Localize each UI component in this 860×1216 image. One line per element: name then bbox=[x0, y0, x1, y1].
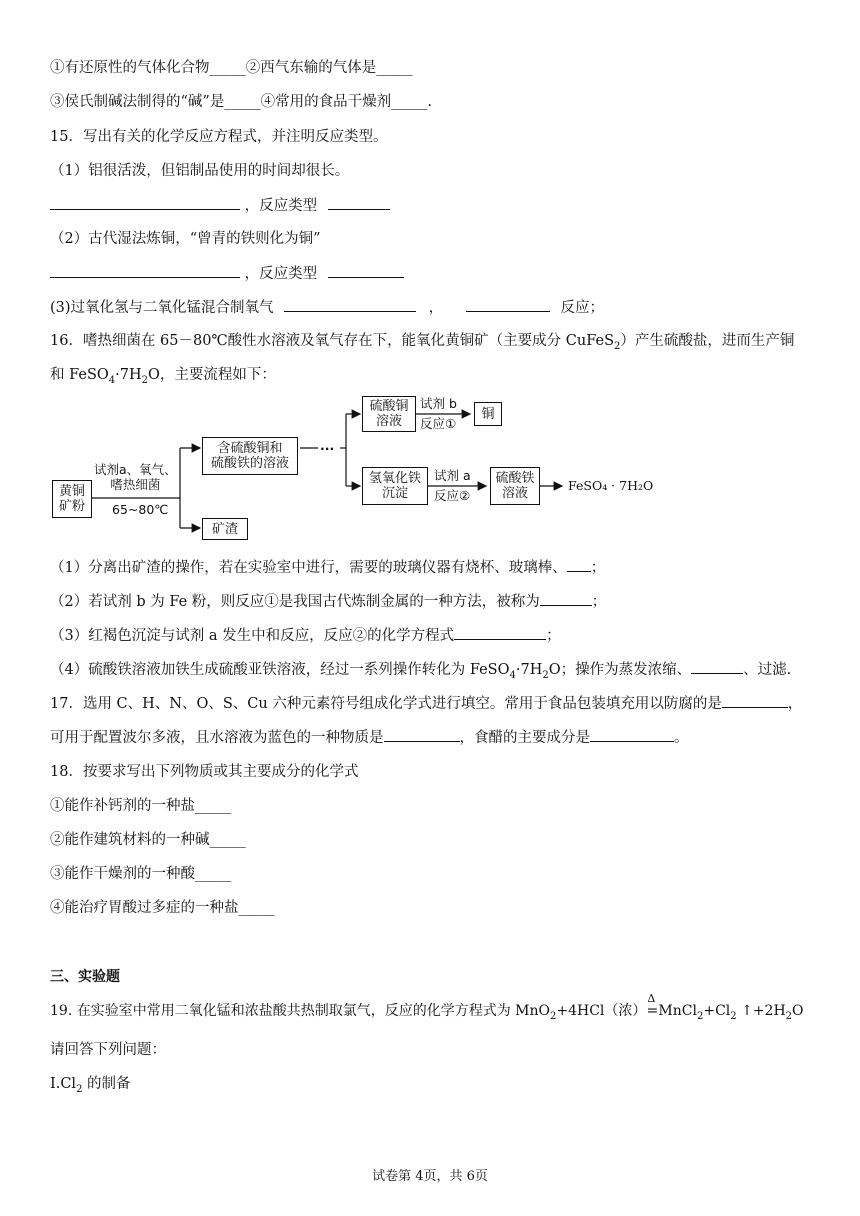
answer-blank[interactable] bbox=[384, 727, 460, 742]
question-17-line2: 可用于配置波尔多液，且水溶液为蓝色的一种物质是 ，食醋的主要成分是 。 bbox=[50, 727, 689, 748]
line-2: ③侯氏制碱法制得的“碱”是_____④常用的食品干燥剂_____. bbox=[50, 94, 432, 110]
answer-blank[interactable] bbox=[328, 263, 404, 278]
question-15-2: （2）古代湿法炼铜，“曾青的铁则化为铜” bbox=[50, 231, 321, 247]
answer-blank[interactable] bbox=[540, 591, 592, 606]
label-product: FeSO₄ · 7H₂O bbox=[568, 478, 654, 493]
box-fe2so4: 硫酸铁 溶液 bbox=[490, 467, 540, 505]
line-1: ①有还原性的气体化合物_____②西气东输的气体是_____ bbox=[50, 60, 413, 76]
question-15-2-answer: ，反应类型 bbox=[50, 263, 404, 284]
label-reagent1: 试剂a、氧气、 嗜热细菌 bbox=[94, 462, 177, 492]
label-reaction2: 反应② bbox=[434, 488, 471, 503]
box-cuso4: 硫酸铜 溶液 bbox=[362, 396, 416, 432]
question-19-please: 请回答下列问题： bbox=[50, 1042, 166, 1058]
label-reaction1: 反应① bbox=[420, 416, 457, 431]
question-16-3: （3）红褐色沉淀与试剂 a 发生中和反应，反应②的化学方程式 ； bbox=[50, 625, 561, 646]
answer-blank[interactable] bbox=[590, 727, 674, 742]
question-16-2: （2）若试剂 b 为 Fe 粉，则反应①是我国古代炼制金属的一种方法，被称为 ； bbox=[50, 591, 606, 612]
question-19: 19. 在实验室中常用二氧化锰和浓盐酸共热制取氯气，反应的化学方程式为 MnO$_2$+4HCl（浓） Δ $=MnCl_2+Cl_2$ $↑+2H_2O$ bbox=[50, 992, 804, 1022]
box-mixed-solution: 含硫酸铜和 硫酸铁的溶液 bbox=[202, 437, 298, 475]
answer-blank[interactable] bbox=[328, 195, 390, 210]
answer-blank[interactable] bbox=[722, 693, 788, 708]
label-temp: 65~80℃ bbox=[112, 502, 169, 517]
answer-blank[interactable] bbox=[567, 557, 591, 572]
question-15-3: (3)过氧化氢与二氧化锰混合制氧气 ， 反应； bbox=[50, 297, 604, 318]
question-19-part1: $I.Cl_2$ 的制备 bbox=[50, 1076, 131, 1095]
box-ore: 黄铜 矿粉 bbox=[52, 480, 92, 518]
question-16-4: （4）硫酸铁溶液加铁生成硫酸亚铁溶液，经过一系列操作转化为 $FeSO_4\cdot 7H_2O$；操作为蒸发浓缩、 、过滤. bbox=[50, 659, 791, 680]
label-reagent-a: 试剂 a bbox=[434, 468, 471, 483]
question-17-line1: 17．选用 C、H、N、O、S、Cu 六种元素符号组成化学式进行填空。常用于食品包装填充用以防腐的是 ， bbox=[50, 693, 802, 714]
answer-blank[interactable] bbox=[454, 625, 546, 640]
page-footer: 试卷第 4页，共 6页 bbox=[372, 1169, 488, 1184]
question-15-1-answer: ，反应类型 bbox=[50, 195, 390, 216]
question-15: 15．写出有关的化学反应方程式，并注明反应类型。 bbox=[50, 129, 388, 145]
box-copper: 铜 bbox=[474, 402, 502, 426]
label-dots: ··· bbox=[320, 441, 335, 456]
answer-blank[interactable] bbox=[50, 195, 240, 210]
question-18-2: ②能作建筑材料的一种碱_____ bbox=[50, 832, 246, 848]
section-experiment-title: 三、实验题 bbox=[50, 969, 120, 985]
question-16-1: （1）分离出矿渣的操作，若在实验室中进行，需要的玻璃仪器有烧杯、玻璃棒、 ； bbox=[50, 557, 605, 578]
question-18-3: ③能作干燥剂的一种酸_____ bbox=[50, 866, 232, 882]
box-feoh: 氢氧化铁 沉淀 bbox=[362, 467, 428, 505]
question-18: 18．按要求写出下列物质或其主要成分的化学式 bbox=[50, 764, 359, 780]
label-reagent-b: 试剂 b bbox=[420, 396, 457, 411]
answer-blank[interactable] bbox=[284, 297, 416, 312]
question-18-4: ④能治疗胃酸过多症的一种盐_____ bbox=[50, 900, 275, 916]
answer-blank[interactable] bbox=[691, 659, 743, 674]
question-15-1: （1）铝很活泼，但铝制品使用的时间却很长。 bbox=[50, 163, 350, 179]
box-slag: 矿渣 bbox=[202, 518, 248, 540]
question-16-line1: 16．嗜热细菌在 65－80℃酸性水溶液及氧气存在下，能氧化黄铜矿（主要成分 CuFeS$_2$）产生硫酸盐，进而生产铜 bbox=[50, 333, 795, 352]
answer-blank[interactable] bbox=[466, 297, 550, 312]
question-16-line2: 和 $FeSO_4\cdot 7H_2O$，主要流程如下： bbox=[50, 367, 276, 386]
question-18-1: ①能作补钙剂的一种盐_____ bbox=[50, 798, 232, 814]
answer-blank[interactable] bbox=[50, 263, 240, 278]
